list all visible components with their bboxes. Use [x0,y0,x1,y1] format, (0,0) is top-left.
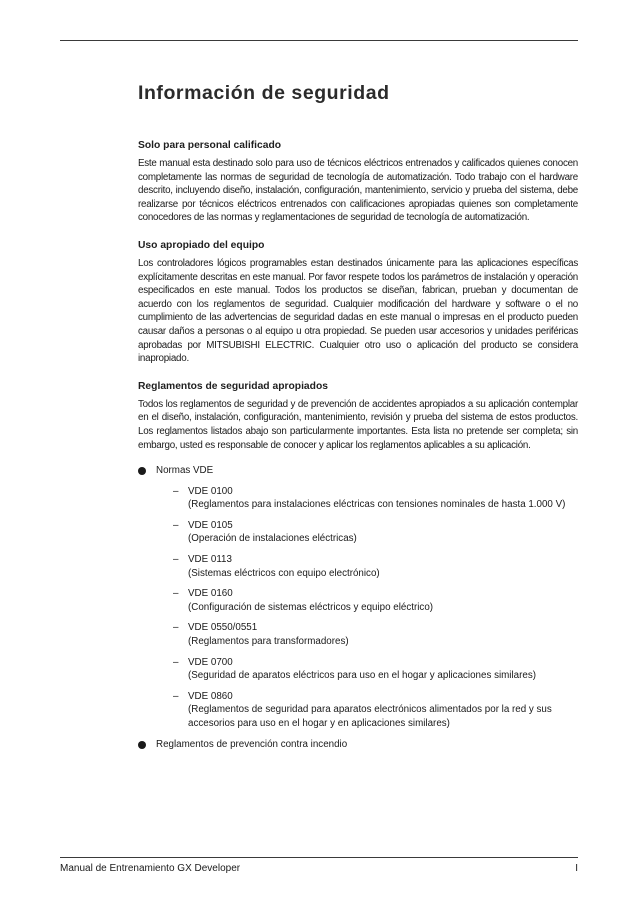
section-text-qualified-personnel: Este manual esta destinado solo para uso de técnicos eléctricos entrenados y calificados quienes conocen completamente las normas de seguridad de tecnología de automatización. Todo trabajo con el hardware descrito, incluyendo diseño, instalación, configuración, mantenimiento, servicio y prueba del sistema, debe realizarse por técnicos eléctricos entrenados con calificaciones apropiadas quienes son completamente conocedores de las normas y reglamentaciones de seguridad de tecnología de automatización. [138,158,578,224]
footer-rule [60,857,578,858]
list-item [156,485,578,512]
bullet-icon [138,467,146,475]
bullet-icon [138,741,146,749]
regulation-code: VDE 0550/0551 [188,622,258,634]
regulations-list [138,464,578,751]
section-text-safety-regulations: Todos los reglamentos de seguridad y de prevención de accidentes apropiados a su aplicación contemplar en el diseño, instalación, configuración, mantenimiento, revisión y prueba del sistema de estos productos. Los reglamentos listados abajo son particularmente importantes. Esta lista no pretende ser completa; sin embargo, usted es responsable de conocer y aplicar los reglamentos aplicables a su aplicación. [138,398,578,451]
list-item [156,519,578,546]
section-heading-safety-regulations: Reglamentos de seguridad apropiados [138,380,328,392]
header-rule [60,40,578,41]
bullet-label: Reglamentos de prevención contra incendio [156,738,348,750]
list-item [156,656,578,683]
list-item-fire-prevention [138,738,578,752]
list-item [156,553,578,580]
regulation-desc: (Reglamentos de seguridad para aparatos electrónicos alimentados por la red y sus accesorios para uso en el hogar y en aplicaciones similares) [188,704,552,729]
dash-marker: – [173,588,179,600]
regulation-desc: (Sistemas eléctricos con equipo electrónico) [188,567,380,579]
vde-sublist [156,485,578,731]
dash-marker: – [173,690,179,702]
dash-marker: – [173,622,179,634]
regulation-desc: (Reglamentos para transformadores) [188,636,349,648]
section-heading-qualified-personnel: Solo para personal calificado [138,140,282,151]
section-heading-proper-use: Uso apropiado del equipo [138,239,265,251]
footer-page-number: I [575,863,578,874]
list-item-vde-norms [138,464,578,731]
regulation-code: VDE 0700 [188,656,233,668]
list-item [156,587,578,614]
footer-manual-title: Manual de Entrenamiento GX Developer [60,863,241,874]
regulation-desc: (Configuración de sistemas eléctricos y equipo eléctrico) [188,601,434,613]
dash-marker: – [173,554,179,566]
regulation-code: VDE 0113 [188,554,232,566]
section-text-proper-use: Los controladores lógicos programables estan destinados únicamente para las aplicaciones específicas explícitamente descritas en este manual. Por favor respete todos los parámetros de instalación y operación especificados en este manual. Todos los productos se diseñan, fabrican, prueban y documentan de acuerdo con los reglamentos de seguridad. Cualquier modificación del hardware y software o el no cumplimiento de las advertencias de seguridad dadas en este manual o impresas en el producto pueden causar daños a personas o al equipo u otra propiedad. Se pueden usar accesorios y unidades periféricas aprobadas por MITSUBISHI ELECTRIC. Cualquier otro uso o aplicación del producto se considera inapropiado. [138,257,578,365]
page-content [138,80,578,751]
regulation-code: VDE 0160 [188,588,233,600]
regulation-code: VDE 0100 [188,485,233,497]
list-item [156,690,578,731]
regulation-desc: (Operación de instalaciones eléctricas) [188,533,357,545]
regulation-code: VDE 0105 [188,519,233,531]
dash-marker: – [173,519,179,531]
page-title: Información de seguridad [138,82,390,104]
regulation-code: VDE 0860 [188,690,233,702]
regulation-desc: (Seguridad de aparatos eléctricos para uso en el hogar y aplicaciones similares) [188,670,536,682]
regulation-desc: (Reglamentos para instalaciones eléctricas con tensiones nominales de hasta 1.000 V) [188,499,566,511]
dash-marker: – [173,656,179,668]
dash-marker: – [173,485,179,497]
bullet-label: Normas VDE [156,465,214,477]
list-item [156,621,578,648]
